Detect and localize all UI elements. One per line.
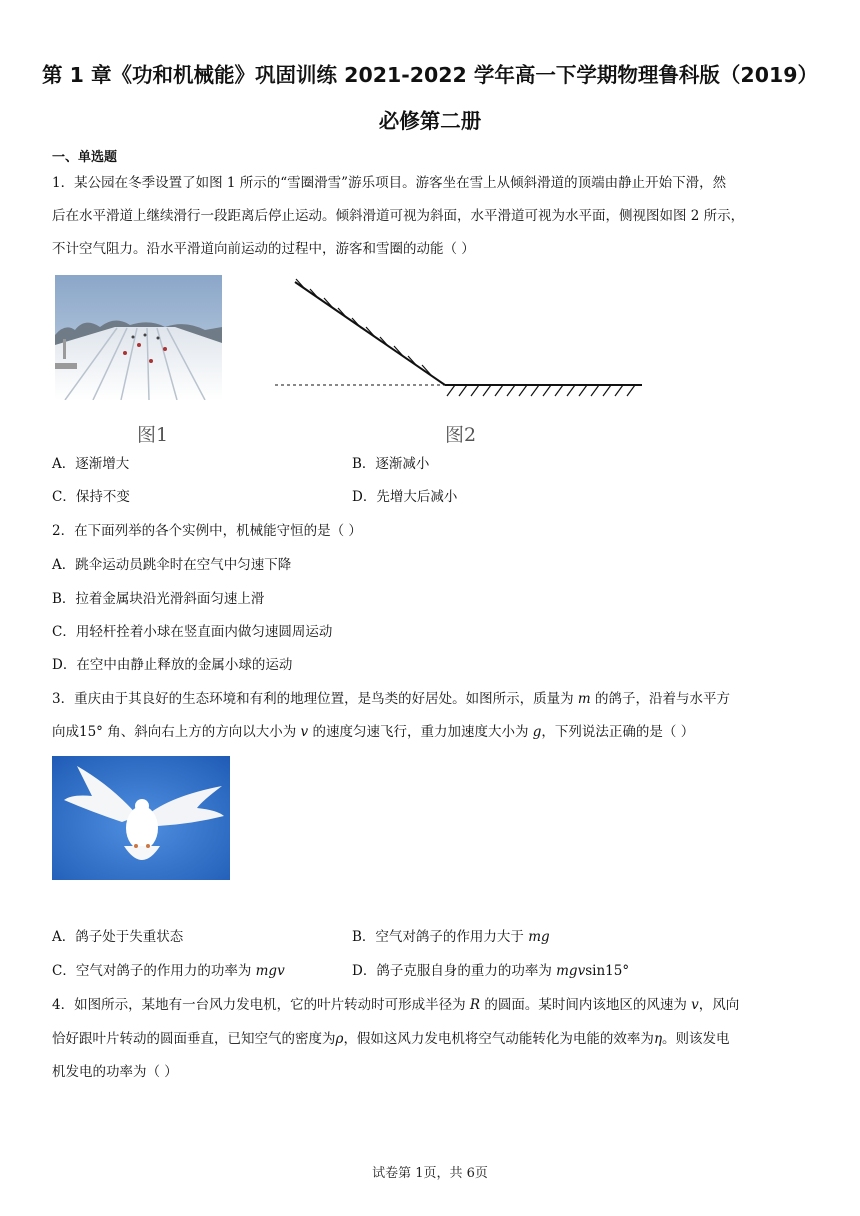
q4-text: ，风向 <box>698 997 740 1013</box>
page-title-line1: 第 1 章《功和机械能》巩固训练 2021-2022 学年高一下学期物理鲁科版（2019） <box>42 63 818 87</box>
page-footer: 试卷第 1页，共 6页 <box>372 1166 488 1181</box>
math-expression-tail: sin15° <box>585 963 630 979</box>
math-expression: mgv <box>556 963 586 979</box>
snow-tubing-photo <box>55 275 222 400</box>
q1-option-d: D．先增大后减小 <box>352 489 458 505</box>
q1-option-a: A．逐渐增大 <box>52 456 130 472</box>
efficiency-variable: η <box>653 1031 663 1047</box>
q2-option-d: D．在空中由静止释放的金属小球的运动 <box>52 657 293 673</box>
q4-text: ，假如这风力发电机将空气动能转化为电能的效率为 <box>343 1031 654 1047</box>
slope-diagram <box>270 275 650 400</box>
q4-text: 的圆面。某时间内该地区的风速为 <box>480 997 692 1013</box>
option-text: B．空气对鸽子的作用力大于 <box>352 929 529 945</box>
q4-text: 4．如图所示，某地有一台风力发电机，它的叶片转动时可形成半径为 <box>52 997 470 1013</box>
q2-option-b: B．拉着金属块沿光滑斜面匀速上滑 <box>52 591 265 607</box>
figure2-caption: 图2 <box>445 424 477 446</box>
mass-variable: m <box>577 691 591 707</box>
q4-stem-line2 <box>52 1030 730 1048</box>
math-expression: mg <box>528 929 550 945</box>
q3-stem-line2 <box>52 723 694 741</box>
q3-text: 的鸽子，沿着与水平方 <box>590 691 730 707</box>
q3-option-a: A．鸽子处于失重状态 <box>52 929 184 945</box>
math-expression: mgv <box>255 963 285 979</box>
section-heading: 一、单选题 <box>52 150 118 165</box>
gravity-variable: g <box>532 724 542 740</box>
q4-stem-line3: 机发电的功率为（ ） <box>52 1064 178 1080</box>
dove-photo <box>52 756 230 880</box>
q2-option-a: A．跳伞运动员跳伞时在空气中匀速下降 <box>52 557 292 573</box>
q3-text: 3．重庆由于其良好的生态环境和有利的地理位置，是鸟类的好居处。如图所示，质量为 <box>52 691 578 707</box>
q1-option-b: B．逐渐减小 <box>352 456 430 472</box>
q4-stem-line1 <box>52 996 739 1014</box>
q1-stem-line3: 不计空气阻力。沿水平滑道向前运动的过程中，游客和雪圈的动能（ ） <box>52 241 475 257</box>
wind-speed-variable: v <box>691 997 699 1013</box>
option-text: D．鸽子克服自身的重力的功率为 <box>352 963 557 979</box>
density-variable: ρ <box>335 1031 344 1047</box>
figure1-caption: 图1 <box>137 424 169 446</box>
radius-variable: R <box>469 997 481 1013</box>
velocity-variable: v <box>300 724 309 740</box>
q3-text: 向成15° 角、斜向右上方的方向以大小为 <box>52 724 301 740</box>
q3-option-d <box>352 962 629 980</box>
q1-stem-line2: 后在水平滑道上继续滑行一段距离后停止运动。倾斜滑道可视为斜面，水平滑道可视为水平面，侧视图如图 2 所示， <box>52 208 745 224</box>
page-title-line2: 必修第二册 <box>378 109 482 133</box>
q3-option-c <box>52 962 285 980</box>
q2-option-c: C．用轻杆拴着小球在竖直面内做匀速圆周运动 <box>52 624 333 640</box>
q3-option-b <box>352 928 550 946</box>
option-text: C．空气对鸽子的作用力的功率为 <box>52 963 256 979</box>
q4-text: 。则该发电 <box>662 1031 730 1047</box>
q2-stem: 2．在下面列举的各个实例中，机械能守恒的是（ ） <box>52 523 362 539</box>
q1-stem-line1: 1．某公园在冬季设置了如图 1 所示的“雪圈滑雪”游乐项目。游客坐在雪上从倾斜滑道的顶端由静止开始下滑，然 <box>52 175 727 191</box>
q3-text: ，下列说法正确的是（ ） <box>541 724 695 740</box>
q4-text: 恰好跟叶片转动的圆面垂直，已知空气的密度为 <box>52 1031 336 1047</box>
q1-option-c: C．保持不变 <box>52 489 130 505</box>
q3-text: 的速度匀速飞行，重力加速度大小为 <box>308 724 533 740</box>
q3-stem-line1 <box>52 690 730 708</box>
